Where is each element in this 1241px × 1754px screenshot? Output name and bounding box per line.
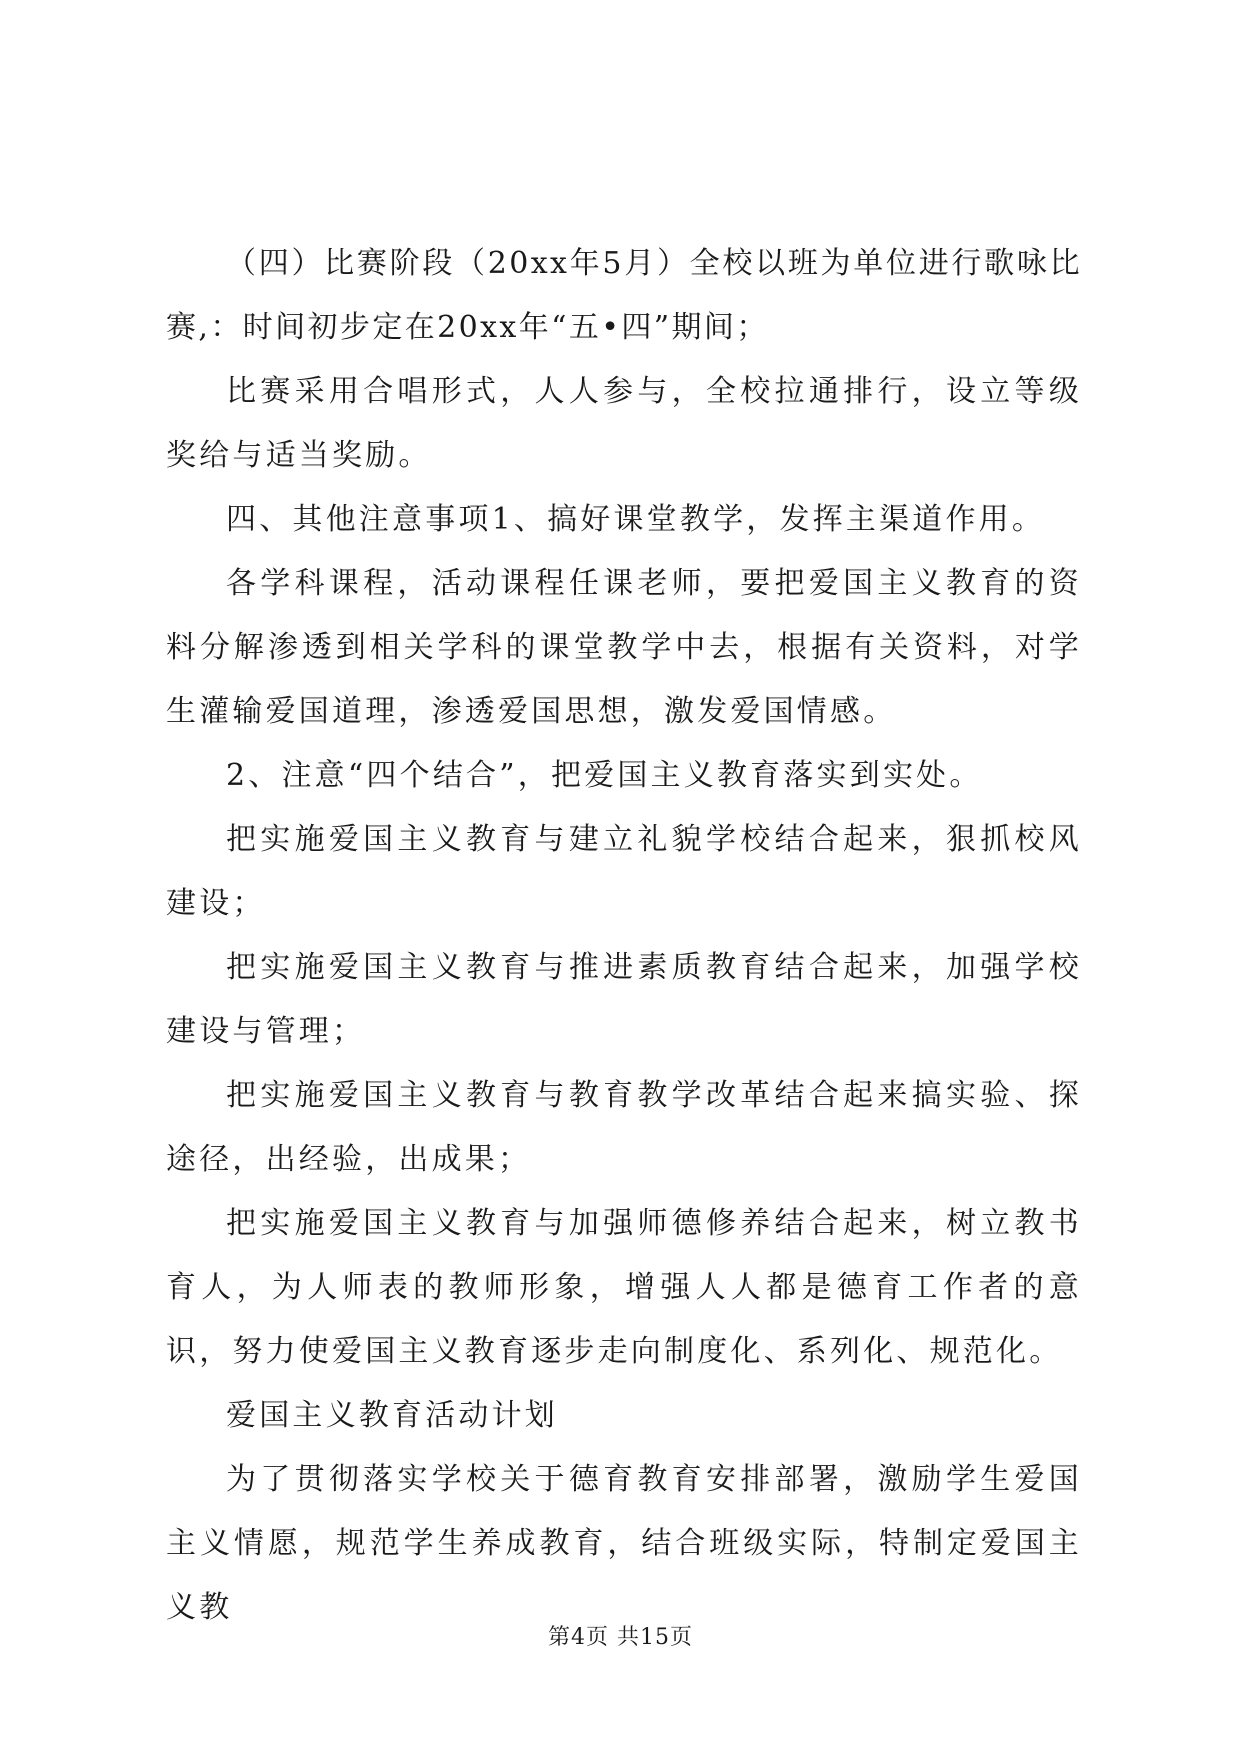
paragraph-subject-teachers: 各学科课程，活动课程任课老师，要把爱国主义教育的资料分解渗透到相关学科的课堂教学中去，根据有关资料，对学生灌输爱国道理，渗透爱国思想，激发爱国情感。 [166,566,1082,729]
section-heading-activity-plan: 爱国主义教育活动计划 [226,1398,558,1433]
paragraph-quality-education: 把实施爱国主义教育与推进素质教育结合起来，加强学校建设与管理； [166,950,1082,1049]
paragraph-plan-intro: 为了贯彻落实学校关于德育教育安排部署，激励学生爱国主义情愿，规范学生养成教育，结合班级实际，特制定爱国主义教 [166,1462,1082,1625]
paragraph-teacher-ethics: 把实施爱国主义教育与加强师德修养结合起来，树立教书育人，为人师表的教师形象，增强人人都是德育工作者的意识，努力使爱国主义教育逐步走向制度化、系列化、规范化。 [166,1206,1082,1369]
page-number-footer: 第4页 共15页 [548,1625,693,1650]
paragraph-four-combinations: 2、注意“四个结合”，把爱国主义教育落实到实处。 [226,758,983,793]
document-body [166,232,1082,1640]
paragraph-courteous-school: 把实施爱国主义教育与建立礼貌学校结合起来，狠抓校风建设； [166,822,1082,921]
paragraph-competition-stage: （四）比赛阶段（20xx年5月）全校以班为单位进行歌咏比赛,：时间初步定在20xx年“五•四”期间； [166,246,1082,345]
paragraph-other-notes: 四、其他注意事项1、搞好课堂教学，发挥主渠道作用。 [226,502,1046,537]
paragraph-teaching-reform: 把实施爱国主义教育与教育教学改革结合起来搞实验、探途径，出经验，出成果； [166,1078,1082,1177]
paragraph-chorus-format: 比赛采用合唱形式，人人参与，全校拉通排行，设立等级奖给与适当奖励。 [166,374,1082,473]
